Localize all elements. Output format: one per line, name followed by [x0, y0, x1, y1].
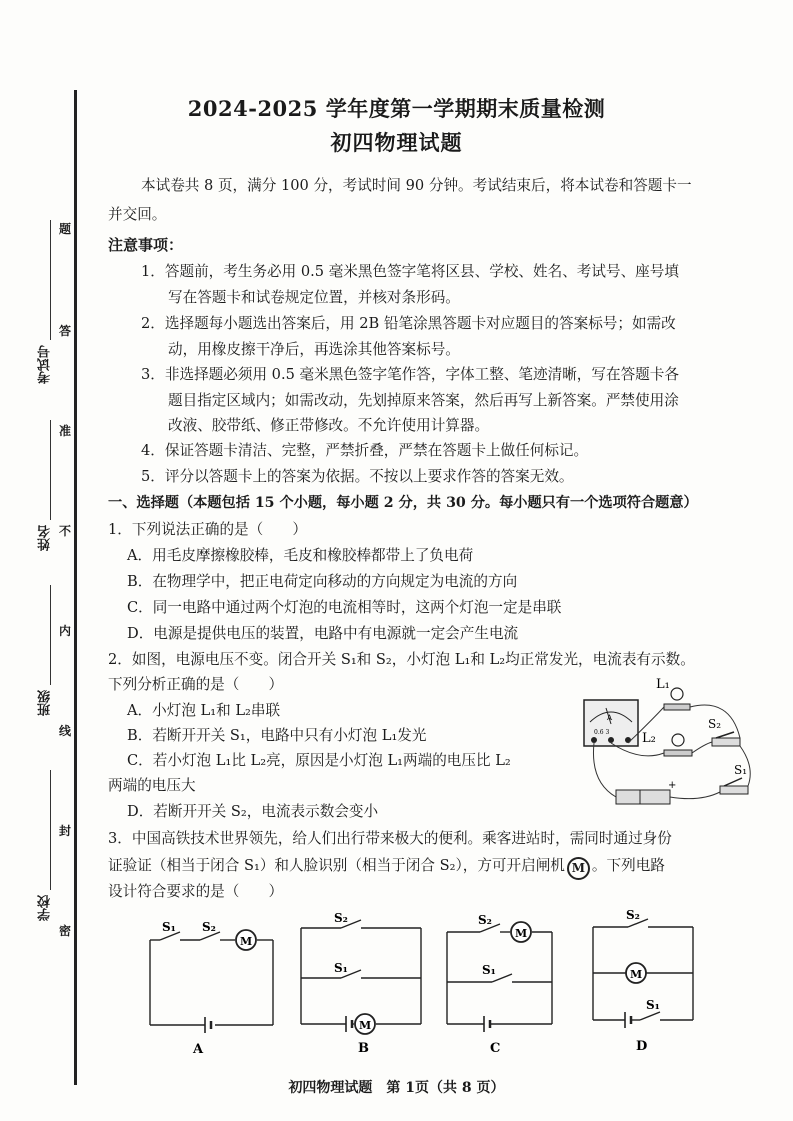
- wire: [670, 792, 720, 799]
- circuit-b: [296, 910, 426, 1055]
- switch-s1-label: S₁: [734, 763, 748, 777]
- notice-item: 4．保证答题卡清洁、完整，严禁折叠，严禁在答题卡上做任何标记。: [141, 442, 589, 459]
- field-exam-number-label: 考试号: [38, 345, 53, 384]
- q1-option-a: A．用毛皮摩擦橡胶棒，毛皮和橡胶棒都带上了负电荷: [127, 547, 474, 564]
- switch-s2-label: S₂: [708, 717, 722, 731]
- notice-item: 2．选择题每小题选出答案后，用 2B 铅笔涂黑答题卡对应题目的答案标号；如需改: [141, 315, 676, 332]
- circuit-c: [442, 910, 557, 1055]
- q2-option-d: D．若断开开关 S₂，电流表示数会变小: [127, 803, 379, 820]
- s2-label: S₂: [478, 913, 492, 927]
- motor-label: M: [240, 935, 253, 948]
- s2-label: S₂: [334, 911, 348, 925]
- lamp-l1-icon: [671, 688, 683, 700]
- notice-item-cont: 改液、胶带纸、修正带修改。不允许使用计算器。: [168, 417, 490, 434]
- seal-char: 题: [59, 222, 72, 236]
- page-footer: 初四物理试题 第 1页（共 8 页）: [288, 1080, 505, 1096]
- switch-s1-icon: [640, 1012, 660, 1020]
- field-class-label: 班级: [38, 690, 53, 716]
- s2-label: S₂: [202, 920, 216, 934]
- wire: [692, 742, 712, 753]
- lamp-l1-base: [664, 704, 690, 710]
- switch-s2-blade: [716, 732, 734, 738]
- q2-option-b: B．若断开开关 S₁，电路中只有小灯泡 L₁发光: [127, 727, 427, 744]
- seal-char: 内: [59, 624, 72, 638]
- intro-line: 并交回。: [108, 206, 167, 223]
- notice-item: 5．评分以答题卡上的答案为依据。不按以上要求作答的答案无效。: [141, 468, 574, 485]
- q2-option-a: A．小灯泡 L₁和 L₂串联: [127, 702, 281, 719]
- s1-label: S₁: [162, 920, 176, 934]
- seal-char: 不: [59, 524, 72, 538]
- field-school-line: [50, 770, 51, 890]
- q1-option-b: B．在物理学中，把正电荷定向移动的方向规定为电流的方向: [127, 573, 518, 590]
- seal-char: 密: [59, 924, 72, 938]
- seal-char: 线: [59, 724, 72, 738]
- notice-item-cont: 动，用橡皮擦干净后，再选涂其他答案标号。: [168, 341, 460, 358]
- lamp-l2-label: L₂: [642, 731, 656, 746]
- notice-heading: 注意事项：: [108, 236, 184, 254]
- s2-label: S₂: [626, 908, 640, 922]
- seal-char: 封: [59, 824, 72, 838]
- s1-label: S₁: [646, 998, 660, 1012]
- q1-option-d: D．电源是提供电压的装置，电路中有电源就一定会产生电流: [127, 625, 519, 642]
- option-label: A: [193, 1042, 204, 1055]
- lamp-l1-label: L₁: [656, 677, 670, 692]
- s1-label: S₁: [334, 961, 348, 975]
- q1-option-c: C．同一电路中通过两个灯泡的电流相等时，这两个灯泡一定是串联: [127, 599, 562, 616]
- option-label: D: [636, 1039, 648, 1053]
- switch-s2-icon: [712, 738, 740, 746]
- q3-stem-cont: 设计符合要求的是（ ）: [108, 883, 284, 900]
- q2-stem-cont: 下列分析正确的是（ ）: [108, 676, 284, 693]
- battery-icon: [616, 790, 670, 804]
- motor-label: M: [359, 1019, 372, 1032]
- q2-stem: 2．如图，电源电压不变。闭合开关 S₁和 S₂，小灯泡 L₁和 L₂均正常发光，电流表有示数。: [108, 651, 695, 668]
- terminal: [625, 737, 631, 743]
- terminal: [591, 737, 597, 743]
- q2-option-c: C．若小灯泡 L₁比 L₂亮，原因是小灯泡 L₁两端的电压比 L₂: [127, 752, 511, 769]
- q3-stem: 3．中国高铁技术世界领先，给人们出行带来极大的便利。乘客进站时，需同时通过身份: [108, 830, 672, 847]
- ammeter-scale-label: 0.6 3: [594, 729, 610, 736]
- field-name-label: 姓名: [38, 525, 53, 551]
- lamp-l2-base: [664, 750, 692, 756]
- battery-plus: +: [668, 780, 677, 791]
- motor-label: M: [630, 968, 643, 981]
- s1-label: S₁: [482, 963, 496, 977]
- motor-label: M: [515, 927, 528, 940]
- switch-s1-icon: [720, 786, 748, 794]
- option-label: C: [490, 1041, 501, 1055]
- gate-motor-icon: M: [567, 857, 590, 880]
- binding-margin-line: [74, 90, 77, 1085]
- notice-item: 1．答题前，考生务必用 0.5 毫米黑色签字笔将区县、学校、姓名、考试号、座号填: [141, 263, 679, 280]
- q3-stem-part: 证验证（相当于闭合 S₁）和人脸识别（相当于闭合 S₂），方可开启闸机: [108, 857, 565, 874]
- intro-line: 本试卷共 8 页，满分 100 分，考试时间 90 分钟。考试结束后，将本试卷和答题卡一: [141, 177, 692, 194]
- notice-item: 3．非选择题必须用 0.5 毫米黑色签字笔作答，字体工整、笔迹清晰，写在答题卡各: [141, 366, 679, 383]
- exam-subtitle: 初四物理试题: [330, 130, 463, 155]
- circuit-a: [145, 915, 280, 1055]
- switch-s1-blade: [724, 778, 742, 786]
- field-class-line: [50, 585, 51, 685]
- circuit-d: [588, 905, 698, 1053]
- exam-title: 2024-2025 学年度第一学期期末质量检测: [187, 96, 606, 121]
- field-school-label: 学校: [38, 895, 53, 921]
- notice-item-cont: 写在答题卡和试卷规定位置，并核对条形码。: [168, 289, 460, 306]
- q3-stem-cont: [108, 856, 665, 880]
- wire: [593, 743, 616, 797]
- field-name-line: [50, 420, 51, 520]
- q2-option-c-cont: 两端的电压大: [108, 777, 196, 794]
- terminal: [608, 737, 614, 743]
- seal-char: 准: [59, 424, 72, 438]
- q2-circuit-figure: [580, 672, 775, 812]
- q3-stem-part: 。下列电路: [591, 857, 665, 874]
- section-heading: 一、选择题（本题包括 15 个小题，每小题 2 分，共 30 分。每小题只有一个选项符合题意）: [108, 495, 698, 511]
- field-exam-number-line: [50, 220, 51, 340]
- lamp-l2-icon: [672, 734, 684, 746]
- q1-stem: 1．下列说法正确的是（ ）: [108, 521, 308, 538]
- option-label: B: [358, 1041, 369, 1055]
- ammeter-letter: A: [607, 714, 613, 722]
- notice-item-cont: 题目指定区域内；如需改动，先划掉原来答案，然后再写上新答案。严禁使用涂: [168, 392, 679, 409]
- seal-char: 答: [59, 324, 72, 338]
